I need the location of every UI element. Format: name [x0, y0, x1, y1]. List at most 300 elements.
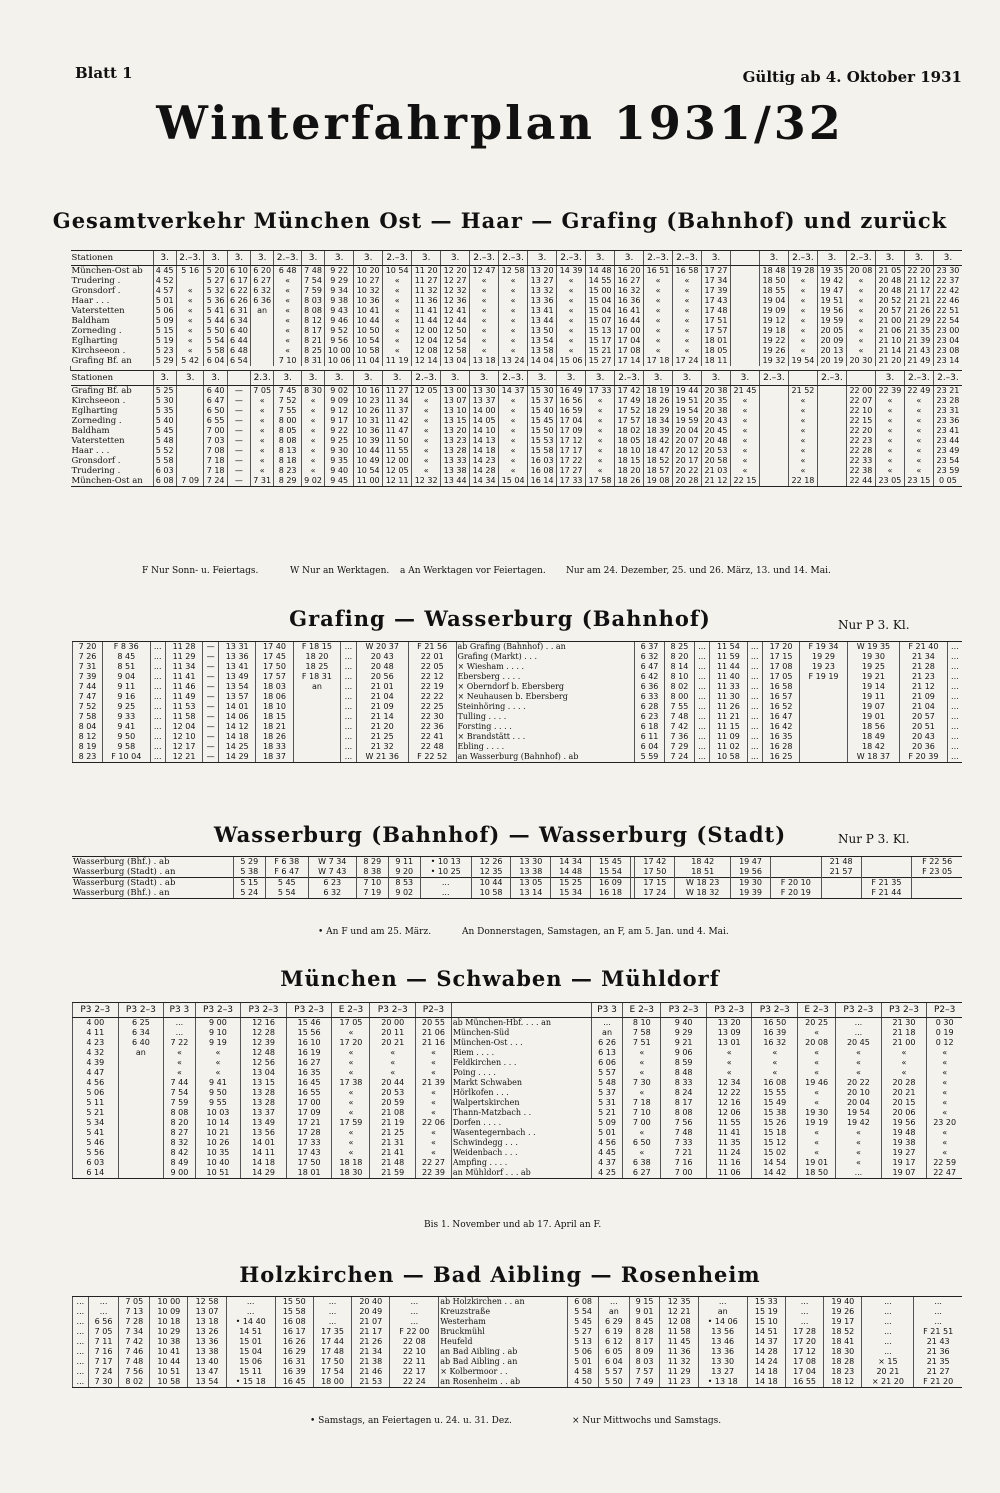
- departure-time: «: [416, 1108, 452, 1118]
- departure-time: ...: [947, 752, 962, 763]
- table-row: [71, 266, 963, 277]
- departure-time: —: [227, 456, 250, 466]
- class-header: 3.: [227, 251, 250, 266]
- footnote-mittwochs: × Nur Mittwochs und Samstags.: [572, 1416, 722, 1426]
- departure-time: 10 36: [354, 296, 383, 306]
- departure-time: 19 17: [824, 1317, 862, 1327]
- departure-time: «: [383, 286, 412, 296]
- departure-time: 22 33: [846, 456, 875, 466]
- departure-time: «: [881, 1058, 927, 1068]
- departure-time: 21 52: [788, 386, 817, 397]
- departure-time: 22 06: [416, 1118, 452, 1128]
- departure-time: «: [623, 1048, 661, 1058]
- departure-time: ...: [747, 692, 762, 702]
- departure-time: 7 09: [176, 476, 204, 487]
- departure-time: 22 17: [390, 1367, 439, 1377]
- departure-time: ...: [694, 732, 709, 742]
- departure-time: 18 30: [824, 1347, 862, 1357]
- departure-time: 9 19: [195, 1038, 241, 1048]
- departure-time: F 22 56: [912, 857, 962, 868]
- departure-time: 10 09: [150, 1307, 188, 1317]
- departure-time: 6 04: [598, 1357, 629, 1367]
- departure-time: ...: [73, 1337, 89, 1347]
- departure-time: 18 42: [847, 742, 899, 752]
- departure-time: 15 38: [752, 1108, 798, 1118]
- departure-time: 6 40: [118, 1038, 164, 1048]
- departure-time: ...: [73, 1377, 89, 1388]
- departure-time: «: [927, 1058, 962, 1068]
- departure-time: 6 11: [635, 732, 665, 742]
- departure-time: «: [881, 1068, 927, 1078]
- station-name: ab Bad Aibling . an: [439, 1357, 568, 1367]
- departure-time: 6 04: [635, 742, 665, 752]
- departure-time: 16 03: [528, 456, 557, 466]
- table-row: [73, 1058, 963, 1068]
- departure-time: 13 26: [188, 1327, 226, 1337]
- departure-time: 22 49: [904, 386, 933, 397]
- departure-time: ...: [341, 732, 356, 742]
- departure-time: 19 46: [798, 1078, 836, 1088]
- departure-time: 18 03: [256, 682, 293, 692]
- departure-time: 21 06: [416, 1028, 452, 1038]
- departure-time: 22 27: [416, 1158, 452, 1168]
- departure-time: ...: [836, 1018, 882, 1029]
- departure-time: «: [644, 286, 673, 296]
- departure-time: 5 29: [153, 356, 176, 366]
- departure-time: 5 06: [153, 306, 176, 316]
- departure-time: [730, 296, 759, 306]
- departure-time: 16 51: [644, 266, 673, 277]
- departure-time: 18 42: [644, 436, 673, 446]
- departure-time: 8 25: [301, 346, 324, 356]
- departure-time: 5 15: [233, 878, 265, 889]
- departure-time: 6 42: [635, 672, 665, 682]
- departure-time: 8 51: [102, 662, 150, 672]
- departure-time: «: [875, 416, 904, 426]
- departure-time: ...: [862, 1347, 914, 1357]
- departure-time: 18 34: [644, 416, 673, 426]
- station-name: Wasserburg (Stadt) . an: [73, 867, 176, 877]
- departure-time: 4 47: [73, 1068, 119, 1078]
- departure-time: [817, 446, 846, 456]
- departure-time: 11 27: [412, 276, 441, 286]
- table-row: [71, 406, 963, 416]
- departure-time: [251, 346, 274, 356]
- departure-time: 18 56: [847, 722, 899, 732]
- departure-time: «: [644, 276, 673, 286]
- departure-time: 20 43: [900, 732, 948, 742]
- departure-time: 23 54: [933, 456, 962, 466]
- departure-time: 20 38: [702, 386, 731, 397]
- departure-time: 18 06: [256, 692, 293, 702]
- departure-time: «: [673, 326, 702, 336]
- departure-time: W 21 36: [356, 752, 408, 763]
- departure-time: 21 18: [881, 1028, 927, 1038]
- departure-time: 22 20: [846, 426, 875, 436]
- timetable-wasserburg-stadt: [72, 856, 962, 899]
- departure-time: [118, 1088, 164, 1098]
- departure-time: 16 39: [752, 1028, 798, 1038]
- departure-time: ...: [150, 732, 165, 742]
- departure-time: «: [730, 456, 759, 466]
- departure-time: 16 41: [615, 306, 644, 316]
- departure-time: 10 41: [150, 1347, 188, 1357]
- departure-time: «: [788, 276, 817, 286]
- departure-time: «: [836, 1048, 882, 1058]
- departure-time: [759, 386, 788, 397]
- departure-time: «: [176, 336, 204, 346]
- departure-time: «: [383, 346, 412, 356]
- departure-time: 18 50: [798, 1168, 836, 1179]
- departure-time: 22 22: [408, 692, 456, 702]
- departure-time: 5 06: [73, 1088, 119, 1098]
- departure-time: 17 50: [256, 662, 293, 672]
- departure-time: 6 29: [598, 1317, 629, 1327]
- departure-time: 22 37: [933, 276, 962, 286]
- departure-time: «: [499, 466, 528, 476]
- departure-time: 5 54: [265, 888, 308, 899]
- departure-time: 8 14: [664, 662, 694, 672]
- departure-time: 10 21: [195, 1128, 241, 1138]
- class-header: 2.–3.: [274, 251, 302, 266]
- departure-time: 15 13: [586, 326, 615, 336]
- departure-time: 22 47: [927, 1168, 962, 1179]
- departure-time: 19 25: [847, 662, 899, 672]
- departure-time: 6 48: [227, 346, 250, 356]
- footnote-werktag: W Nur an Werktagen.: [290, 566, 390, 576]
- departure-time: 6 47: [635, 662, 665, 672]
- departure-time: 22 39: [875, 386, 904, 397]
- departure-time: [770, 867, 821, 878]
- departure-time: 8 28: [629, 1327, 660, 1337]
- departure-time: 22 15: [730, 476, 759, 487]
- table-row: [71, 356, 963, 366]
- departure-time: 21 19: [370, 1118, 416, 1128]
- footnote-november: Bis 1. November und ab 17. April an F.: [424, 1220, 602, 1230]
- departure-time: 23 08: [933, 346, 962, 356]
- departure-time: 19 27: [881, 1148, 927, 1158]
- departure-time: 9 17: [325, 416, 354, 426]
- departure-time: 21 08: [370, 1108, 416, 1118]
- departure-time: 23 14: [933, 356, 962, 366]
- departure-time: 22 44: [846, 476, 875, 487]
- departure-time: 20 08: [846, 266, 875, 277]
- departure-time: 5 57: [591, 1068, 622, 1078]
- departure-time: 21 39: [904, 336, 933, 346]
- departure-time: 17 20: [762, 642, 799, 653]
- departure-time: «: [798, 1028, 836, 1038]
- departure-time: F 19 34: [800, 642, 848, 653]
- departure-time: [730, 306, 759, 316]
- departure-time: 13 57: [219, 692, 256, 702]
- departure-time: ...: [947, 672, 962, 682]
- departure-time: «: [301, 406, 324, 416]
- departure-time: 11 37: [383, 406, 412, 416]
- departure-time: 10 51: [195, 1168, 241, 1179]
- departure-time: 13 04: [441, 356, 470, 366]
- departure-time: 8 21: [301, 336, 324, 346]
- departure-time: 18 01: [286, 1168, 332, 1179]
- departure-time: F 6 38: [265, 857, 308, 868]
- departure-time: «: [730, 406, 759, 416]
- departure-time: 12 14: [412, 356, 441, 366]
- departure-time: × 15: [862, 1357, 914, 1367]
- departure-time: • 10 13: [420, 857, 471, 868]
- departure-time: [251, 356, 274, 366]
- departure-time: • 15 18: [226, 1377, 275, 1388]
- departure-time: 11 15: [710, 722, 747, 732]
- departure-time: 20 51: [900, 722, 948, 732]
- departure-time: —: [227, 396, 250, 406]
- departure-time: [176, 436, 204, 446]
- departure-time: 13 54: [219, 682, 256, 692]
- departure-time: W 18 37: [847, 752, 899, 763]
- departure-time: «: [557, 306, 586, 316]
- departure-time: 4 39: [73, 1058, 119, 1068]
- station-name: München-Ost . . .: [451, 1038, 591, 1048]
- departure-time: 17 28: [785, 1327, 823, 1337]
- departure-time: F 6 47: [265, 867, 308, 878]
- departure-time: 17 05: [332, 1018, 370, 1029]
- departure-time: 16 19: [286, 1048, 332, 1058]
- departure-time: «: [706, 1068, 752, 1078]
- departure-time: ...: [88, 1307, 119, 1317]
- class-header: 3.: [875, 251, 904, 266]
- departure-time: 16 45: [275, 1377, 313, 1388]
- departure-time: 15 26: [752, 1118, 798, 1128]
- departure-time: W 7 43: [308, 867, 356, 878]
- departure-time: 17 08: [785, 1357, 823, 1367]
- class-header: 3.: [412, 251, 441, 266]
- departure-time: «: [586, 426, 615, 436]
- departure-time: [118, 1168, 164, 1179]
- departure-time: 12 48: [241, 1048, 287, 1058]
- departure-time: —: [227, 446, 250, 456]
- departure-time: ...: [73, 1347, 89, 1357]
- departure-time: 17 15: [635, 878, 675, 889]
- departure-time: 7 58: [623, 1028, 661, 1038]
- class-header: 3.: [383, 371, 412, 386]
- departure-time: 21 34: [352, 1347, 390, 1357]
- departure-time: 20 00: [370, 1018, 416, 1029]
- departure-time: ...: [836, 1028, 882, 1038]
- departure-time: 6 33: [635, 692, 665, 702]
- departure-time: «: [470, 286, 499, 296]
- table-row: [73, 1098, 963, 1108]
- departure-time: «: [557, 296, 586, 306]
- departure-time: «: [788, 316, 817, 326]
- table-row: [71, 426, 963, 436]
- departure-time: «: [846, 346, 875, 356]
- departure-time: «: [798, 1088, 836, 1098]
- departure-time: «: [195, 1058, 241, 1068]
- departure-time: 13 38: [441, 466, 470, 476]
- footnote-dezember: Nur am 24. Dezember, 25. und 26. März, 13. und 14. Mai.: [566, 566, 831, 576]
- table-row: [71, 316, 963, 326]
- departure-time: 5 58: [204, 346, 227, 356]
- stations-header: Stationen: [71, 251, 154, 266]
- departure-time: 13 18: [188, 1317, 226, 1327]
- departure-time: «: [499, 336, 528, 346]
- departure-time: 8 53: [388, 878, 420, 889]
- departure-time: ...: [341, 682, 356, 692]
- departure-time: 4 11: [73, 1028, 119, 1038]
- departure-time: 10 49: [354, 456, 383, 466]
- departure-time: «: [274, 276, 302, 286]
- station-name: ab Holzkirchen . . an: [439, 1297, 568, 1308]
- class-header: 3.: [586, 371, 615, 386]
- departure-time: ...: [747, 702, 762, 712]
- departure-time: ...: [150, 722, 165, 732]
- station-name: an Bad Aibling . ab: [439, 1347, 568, 1357]
- departure-time: 9 21: [661, 1038, 707, 1048]
- departure-time: 6 05: [598, 1347, 629, 1357]
- departure-time: 17 43: [286, 1148, 332, 1158]
- departure-time: 12 32: [441, 286, 470, 296]
- departure-time: 21 01: [356, 682, 408, 692]
- departure-time: 23 04: [933, 336, 962, 346]
- departure-time: «: [875, 406, 904, 416]
- departure-time: 20 28: [881, 1078, 927, 1088]
- departure-time: 19 44: [673, 386, 702, 397]
- departure-time: 8 42: [164, 1148, 195, 1158]
- departure-time: 10 27: [354, 276, 383, 286]
- departure-time: 18 15: [256, 712, 293, 722]
- departure-time: 8 19: [73, 742, 103, 752]
- timetable-grafing-wasserburg: [72, 641, 962, 763]
- departure-time: 22 54: [933, 316, 962, 326]
- departure-time: ...: [390, 1307, 439, 1317]
- departure-time: 18 18: [332, 1158, 370, 1168]
- departure-time: 21 09: [900, 692, 948, 702]
- departure-time: [817, 456, 846, 466]
- departure-time: 7 45: [274, 386, 302, 397]
- departure-time: 13 37: [241, 1108, 287, 1118]
- departure-time: «: [383, 296, 412, 306]
- departure-time: «: [251, 436, 274, 446]
- table-row: [73, 672, 963, 682]
- departure-time: 7 10: [274, 356, 302, 366]
- departure-time: 5 09: [153, 316, 176, 326]
- departure-time: [912, 888, 962, 899]
- departure-time: 16 39: [275, 1367, 313, 1377]
- departure-time: 11 21: [710, 712, 747, 722]
- departure-time: 16 45: [286, 1078, 332, 1088]
- departure-time: 9 00: [195, 1018, 241, 1029]
- departure-time: 15 11: [226, 1367, 275, 1377]
- class-header: 3.: [470, 371, 499, 386]
- departure-time: 7 16: [661, 1158, 707, 1168]
- departure-time: «: [788, 336, 817, 346]
- departure-time: F 21 35: [861, 878, 912, 889]
- departure-time: ...: [747, 722, 762, 732]
- departure-time: 15 04: [226, 1347, 275, 1357]
- departure-time: 8 02: [119, 1377, 150, 1388]
- table-row: [73, 682, 963, 692]
- departure-time: 23 30: [933, 266, 962, 277]
- departure-time: 16 35: [762, 732, 799, 742]
- departure-time: 8 00: [664, 692, 694, 702]
- departure-time: 16 44: [615, 316, 644, 326]
- departure-time: ...: [313, 1317, 351, 1327]
- class-header: 3.: [441, 371, 470, 386]
- departure-time: F 21 56: [408, 642, 456, 653]
- departure-time: 13 46: [698, 1337, 747, 1347]
- departure-time: 7 44: [73, 682, 103, 692]
- departure-time: 8 04: [73, 722, 103, 732]
- departure-time: «: [251, 416, 274, 426]
- departure-time: 12 26: [471, 857, 511, 868]
- departure-time: 16 49: [557, 386, 586, 397]
- departure-time: 14 10: [470, 426, 499, 436]
- class-header: 3.: [759, 251, 788, 266]
- departure-time: «: [470, 306, 499, 316]
- departure-time: 8 08: [661, 1108, 707, 1118]
- departure-time: 12 05: [383, 466, 412, 476]
- departure-time: ...: [341, 702, 356, 712]
- departure-time: 21 20: [356, 722, 408, 732]
- departure-time: 23 44: [933, 436, 962, 446]
- departure-time: 21 10: [875, 336, 904, 346]
- departure-time: 21 45: [730, 386, 759, 397]
- departure-time: 14 34: [551, 857, 591, 868]
- departure-time: ...: [947, 682, 962, 692]
- departure-time: 10 39: [354, 436, 383, 446]
- departure-time: «: [798, 1058, 836, 1068]
- departure-time: «: [274, 326, 302, 336]
- station-name: an Wasserburg (Bahnhof) . ab: [456, 752, 635, 763]
- departure-time: 19 54: [673, 406, 702, 416]
- departure-time: 18 55: [759, 286, 788, 296]
- departure-time: «: [499, 406, 528, 416]
- table-row: [71, 466, 963, 476]
- departure-time: 8 20: [164, 1118, 195, 1128]
- departure-time: [817, 386, 846, 397]
- departure-time: 14 37: [747, 1337, 785, 1347]
- departure-time: «: [798, 1048, 836, 1058]
- departure-time: 21 05: [875, 266, 904, 277]
- departure-time: —: [227, 466, 250, 476]
- departure-time: 18 26: [644, 396, 673, 406]
- class-header: 2.–3.: [557, 251, 586, 266]
- station-name: Bruckmühl: [439, 1327, 568, 1337]
- departure-time: 20 30: [846, 356, 875, 366]
- departure-time: 17 57: [615, 416, 644, 426]
- departure-time: 19 54: [836, 1108, 882, 1118]
- departure-time: ...: [785, 1317, 823, 1327]
- departure-time: 11 33: [710, 682, 747, 692]
- departure-time: 11 29: [165, 652, 202, 662]
- departure-time: 13 20: [441, 426, 470, 436]
- departure-time: 5 50: [598, 1377, 629, 1388]
- station-name: Vaterstetten: [71, 306, 125, 316]
- departure-time: 22 00: [846, 386, 875, 397]
- departure-time: 12 56: [241, 1058, 287, 1068]
- departure-time: 16 27: [615, 276, 644, 286]
- departure-time: ...: [150, 752, 165, 763]
- departure-time: 7 31: [251, 476, 274, 487]
- departure-time: 19 32: [759, 356, 788, 366]
- departure-time: «: [644, 306, 673, 316]
- departure-time: 7 03: [204, 436, 227, 446]
- departure-time: 10 16: [354, 386, 383, 397]
- departure-time: 21 12: [702, 476, 731, 487]
- departure-time: «: [623, 1128, 661, 1138]
- departure-time: 15 12: [752, 1138, 798, 1148]
- departure-time: ...: [73, 1317, 89, 1327]
- departure-time: 8 03: [629, 1357, 660, 1367]
- departure-time: 21 09: [356, 702, 408, 712]
